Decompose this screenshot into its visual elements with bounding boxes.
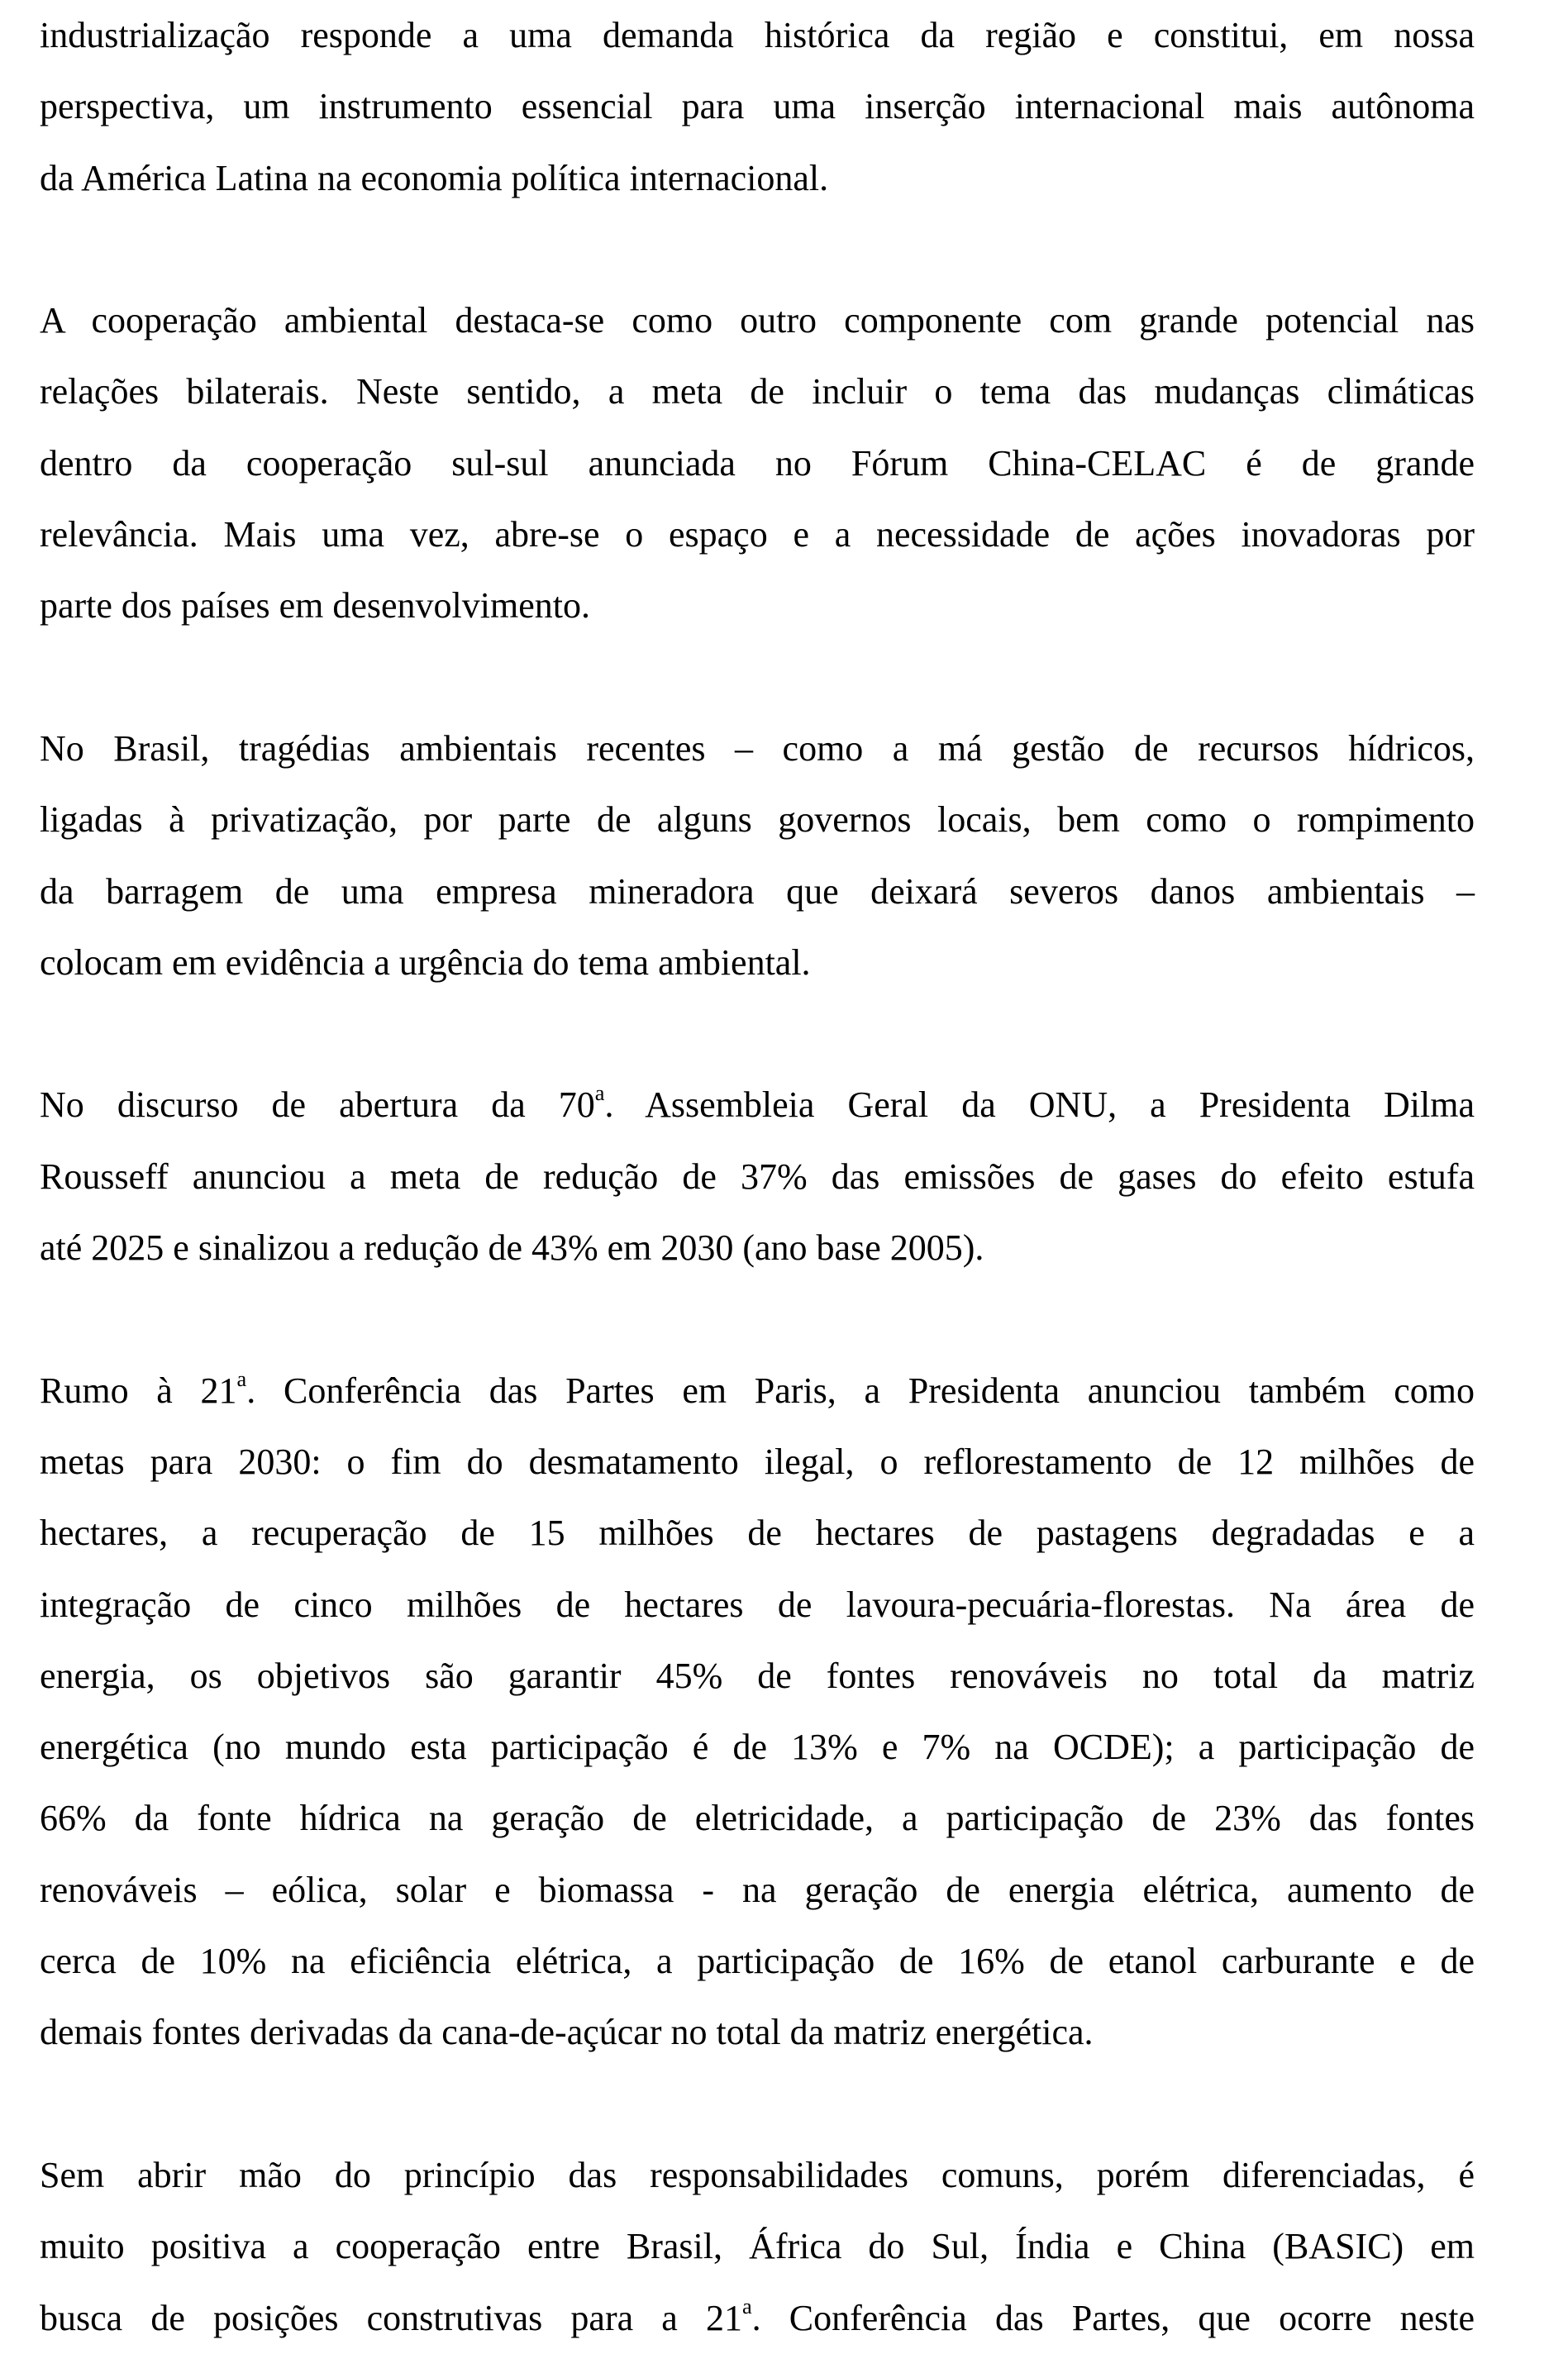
paragraph-spacer — [40, 2069, 1475, 2140]
paragraph — [40, 713, 1475, 998]
text-line: A cooperação ambiental destaca-se como outro componente com grande potencial nas — [40, 300, 1475, 341]
text-line: cerca de 10% na eficiência elétrica, a participação de 16% de etanol carburante e de — [40, 1941, 1475, 1982]
paragraph-spacer — [40, 998, 1475, 1070]
text-line: busca de posições construtivas para a 21$^a$. Conferência das Partes, que ocorre neste — [40, 2293, 1475, 2338]
text-line: da América Latina na economia política internacional. — [40, 157, 829, 198]
text-line: relações bilaterais. Neste sentido, a meta de incluir o tema das mudanças climáticas — [40, 371, 1475, 412]
text-line: renováveis – eólica, solar e biomassa - na geração de energia elétrica, aumento de — [40, 1869, 1475, 1910]
paragraph-spacer — [40, 642, 1475, 713]
paragraph — [40, 0, 1475, 214]
text-line: muito positiva a cooperação entre Brasil, África do Sul, Índia e China (BASIC) em — [40, 2226, 1475, 2267]
document-body — [40, 0, 1475, 2354]
text-line: da barragem de uma empresa mineradora que deixará severos danos ambientais – — [40, 870, 1475, 912]
text-line: Sem abrir mão do princípio das responsabilidades comuns, porém diferenciadas, é — [40, 2154, 1475, 2195]
paragraph-spacer — [40, 214, 1475, 285]
text-line: integração de cinco milhões de hectares de lavoura-pecuária-florestas. Na área de — [40, 1584, 1475, 1625]
text-line: No discurso de abertura da 70$^a$. Assembleia Geral da ONU, a Presidenta Dilma — [40, 1080, 1475, 1126]
text-line: demais fontes derivadas da cana-de-açúcar no total da matriz energética. — [40, 2012, 1094, 2053]
text-line: perspectiva, um instrumento essencial para uma inserção internacional mais autônoma — [40, 86, 1475, 127]
text-line: 66% da fonte hídrica na geração de eletricidade, a participação de 23% das fontes — [40, 1798, 1475, 1839]
text-line: ligadas à privatização, por parte de alguns governos locais, bem como o rompimento — [40, 799, 1475, 841]
text-line: energética (no mundo esta participação é de 13% e 7% na OCDE); a participação de — [40, 1727, 1475, 1768]
paragraph-spacer — [40, 1284, 1475, 1355]
text-line: industrialização responde a uma demanda histórica da região e constitui, em nossa — [40, 15, 1475, 55]
paragraph — [40, 1070, 1475, 1284]
text-line: Rousseff anunciou a meta de redução de 37% das emissões de gases do efeito estufa — [40, 1156, 1475, 1197]
text-line: metas para 2030: o fim do desmatamento ilegal, o reflorestamento de 12 milhões de — [40, 1441, 1475, 1482]
text-line: energia, os objetivos são garantir 45% de fontes renováveis no total da matriz — [40, 1655, 1475, 1696]
text-line: parte dos países em desenvolvimento. — [40, 585, 590, 627]
paragraph — [40, 285, 1475, 641]
document-page — [40, 0, 1475, 2354]
text-line: hectares, a recuperação de 15 milhões de hectares de pastagens degradadas e a — [40, 1513, 1475, 1554]
text-line: Rumo à 21$^a$. Conferência das Partes em Paris, a Presidenta anunciou também como — [40, 1365, 1475, 1411]
text-line: até 2025 e sinalizou a redução de 43% em 2030 (ano base 2005). — [40, 1227, 984, 1269]
text-line: relevância. Mais uma vez, abre-se o espaço e a necessidade de ações inovadoras por — [40, 514, 1475, 555]
text-line: colocam em evidência a urgência do tema ambiental. — [40, 941, 811, 983]
paragraph — [40, 2140, 1475, 2354]
text-line: No Brasil, tragédias ambientais recentes – como a má gestão de recursos hídricos, — [40, 727, 1475, 769]
text-line: dentro da cooperação sul-sul anunciada no Fórum China-CELAC é de grande — [40, 442, 1475, 484]
paragraph — [40, 1356, 1475, 2069]
